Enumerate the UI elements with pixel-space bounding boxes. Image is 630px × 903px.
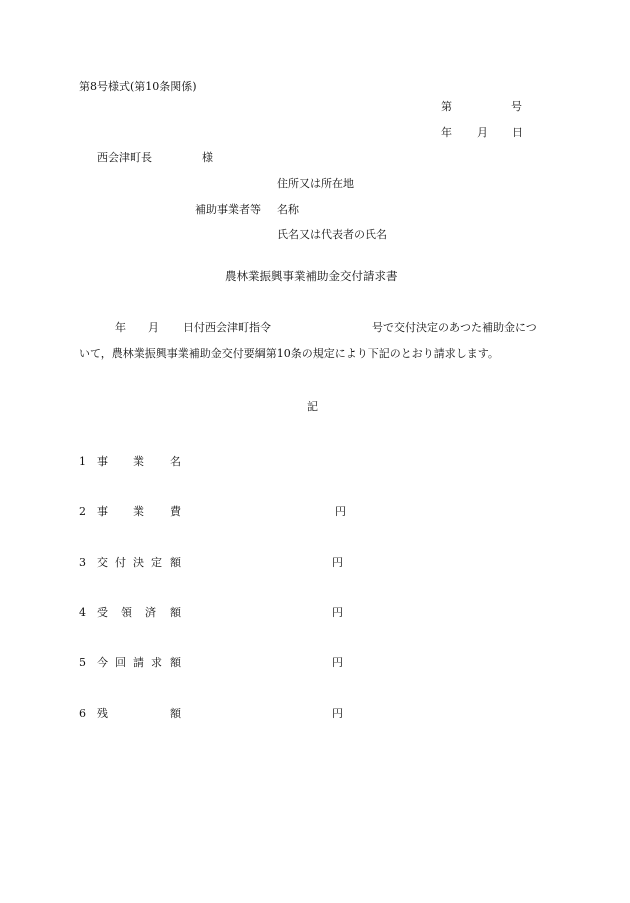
date-day: 日 [512,126,523,139]
item-label-char: 額 [170,707,181,720]
item-number: 4 [79,606,86,619]
item-unit: 円 [332,556,343,569]
item-unit: 円 [332,707,343,720]
item-unit: 円 [332,606,343,619]
item-label-char: 受 [97,606,108,619]
item-label-char: 求 [151,656,162,669]
item-number: 6 [79,707,86,720]
date-month: 月 [477,126,488,139]
form-number: 第8号様式(第10条関係) [79,80,197,93]
doc-number-suffix: 号 [511,100,522,113]
item-label-char: 回 [115,656,126,669]
body-year: 年 [115,321,126,334]
body-line2: いて，農林業振興事業補助金交付要綱第10条の規定により下記のとおり請求します。 [79,347,499,360]
item-label-char: 残 [97,707,108,720]
ki-heading: 記 [307,400,318,413]
body-date-ref: 日付西会津町指令 [183,321,271,334]
item-label-char: 額 [170,606,181,619]
item-label-char: 済 [145,606,156,619]
item-label-char: 交 [97,556,108,569]
item-label-char: 事 [97,455,108,468]
document-title: 農林業振興事業補助金交付請求書 [225,269,398,283]
body-line1-tail: 号で交付決定のあつた補助金につ [372,321,537,334]
item-label-char: 領 [121,606,132,619]
item-number: 1 [79,455,86,468]
applicant-name-label: 名称 [277,203,299,216]
item-label-char: 費 [170,505,181,518]
applicant-representative-label: 氏名又は代表者の氏名 [277,228,387,241]
item-label-char: 業 [133,505,144,518]
item-label-char: 業 [133,455,144,468]
doc-number-prefix: 第 [441,100,452,113]
body-month: 月 [148,321,159,334]
addressee-honorific: 様 [202,151,213,164]
date-year: 年 [441,126,452,139]
item-label-char: 決 [133,556,144,569]
item-label-char: 請 [133,656,144,669]
item-label-char: 名 [170,455,181,468]
item-label-char: 今 [97,656,108,669]
item-unit: 円 [332,656,343,669]
item-label-char: 定 [151,556,162,569]
item-label-char: 付 [115,556,126,569]
item-label-char: 額 [170,656,181,669]
item-number: 2 [79,505,86,518]
addressee-name: 西会津町長 [97,151,152,164]
item-number: 5 [79,656,86,669]
applicant-role-label: 補助事業者等 [195,203,261,216]
applicant-address-label: 住所又は所在地 [277,177,354,190]
item-label-char: 事 [97,505,108,518]
item-unit: 円 [335,505,346,518]
item-label-char: 額 [170,556,181,569]
item-number: 3 [79,556,86,569]
